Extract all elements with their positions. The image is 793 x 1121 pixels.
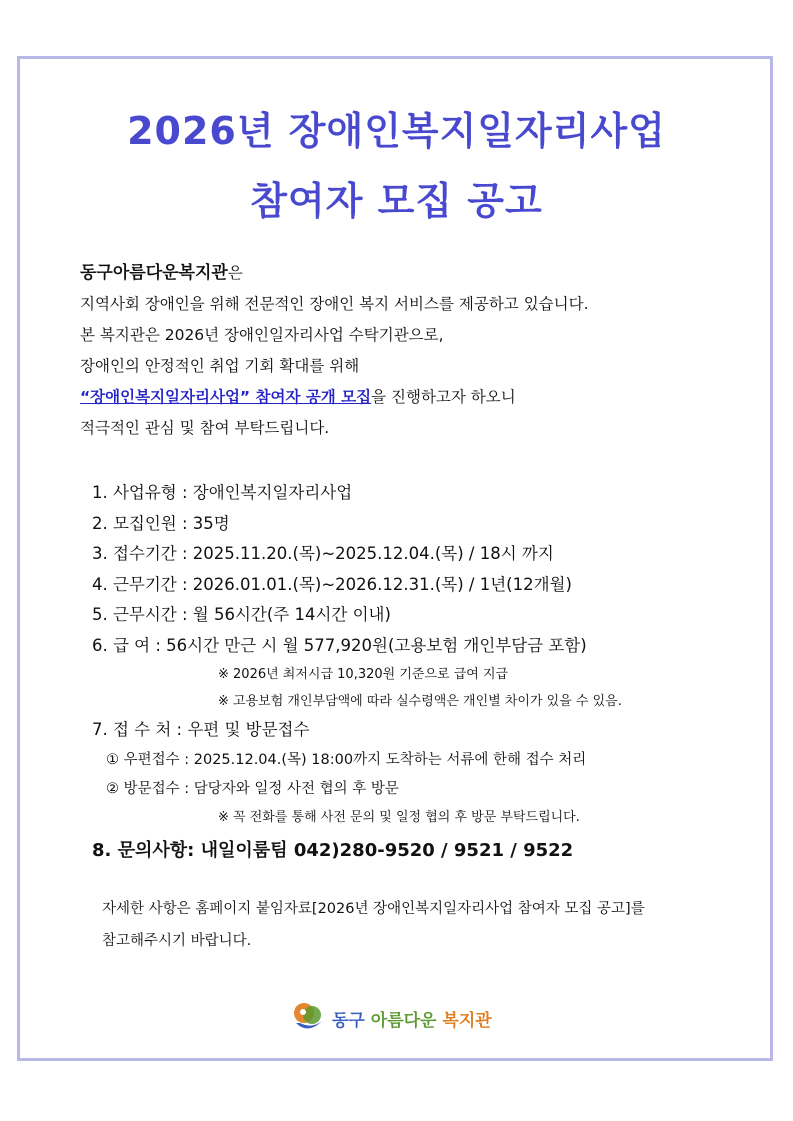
intro-line-6: 적극적인 관심 및 참여 부탁드립니다. bbox=[80, 419, 330, 437]
logo-icon bbox=[290, 1001, 326, 1035]
item-salary: 6. 급 여 : 56시간 만근 시 월 577,920원(고용보험 개인부담금 포함) bbox=[92, 635, 587, 655]
logo-text-bokjigwan: 복지관 bbox=[442, 1010, 492, 1031]
intro-line-2: 지역사회 장애인을 위해 전문적인 장애인 복지 서비스를 제공하고 있습니다. bbox=[80, 295, 589, 313]
item-recruit-count: 2. 모집인원 : 35명 bbox=[92, 513, 230, 533]
salary-note-1: ※ 2026년 최저시급 10,320원 기준으로 급여 지급 bbox=[218, 667, 509, 682]
item-work-hours: 5. 근무시간 : 월 56시간(주 14시간 이내) bbox=[92, 605, 391, 624]
details-list bbox=[92, 478, 622, 871]
visit-note: ※ 꼭 전화를 통해 사전 문의 및 일정 협의 후 방문 부탁드립니다. bbox=[218, 809, 580, 825]
item-work-period: 4. 근무기간 : 2026.01.01.(목)~2026.12.31.(목) / 1년(12개월) bbox=[92, 574, 572, 594]
application-mail: ① 우편접수 : 2025.12.04.(목) 18:00까지 도착하는 서류에 한해 접수 처리 bbox=[106, 751, 587, 768]
intro-line-5 bbox=[80, 382, 589, 413]
intro-line-3: 본 복지관은 2026년 장애인일자리사업 수탁기관으로, bbox=[80, 326, 444, 344]
page-subtitle: 참여자 모집 공고 bbox=[250, 179, 543, 223]
organization-name: 동구아름다운복지관 bbox=[80, 263, 228, 283]
item-contact: 8. 문의사항: 내일이룸팀 042)280-9520 / 9521 / 9522 bbox=[92, 839, 574, 861]
intro-line-5-suffix: 을 진행하고자 하오니 bbox=[371, 388, 516, 406]
intro-paragraph bbox=[80, 258, 589, 444]
footer-line-2: 참고해주시기 바랍니다. bbox=[102, 933, 252, 949]
application-visit: ② 방문접수 : 담당자와 일정 사전 협의 후 방문 bbox=[106, 780, 399, 797]
footer-note bbox=[102, 893, 645, 957]
intro-line-4: 장애인의 안정적인 취업 기회 확대를 위해 bbox=[80, 357, 360, 375]
logo-text-donggu: 동구 bbox=[332, 1010, 365, 1031]
recruitment-link[interactable]: “장애인복지일자리사업” 참여자 공개 모집 bbox=[80, 388, 372, 406]
salary-note-2: ※ 고용보험 개인부담액에 따라 실수령액은 개인별 차이가 있을 수 있음. bbox=[218, 694, 622, 709]
page-title: 2026년 장애인복지일자리사업 bbox=[127, 109, 666, 153]
item-business-type: 1. 사업유형 : 장애인복지일자리사업 bbox=[92, 483, 353, 502]
item-application-period: 3. 접수기간 : 2025.11.20.(목)~2025.12.04.(목) / 18시 까지 bbox=[92, 544, 554, 563]
organization-logo bbox=[290, 998, 510, 1038]
intro-org-suffix: 은 bbox=[227, 264, 243, 282]
logo-text bbox=[332, 1006, 492, 1031]
logo-text-areumdaun: 아름다운 bbox=[370, 1010, 437, 1031]
item-application-place: 7. 접 수 처 : 우편 및 방문접수 bbox=[92, 720, 310, 739]
intro-line-1 bbox=[80, 258, 589, 289]
footer-line-1: 자세한 사항은 홈페이지 붙임자료[2026년 장애인복지일자리사업 참여자 모집 공고]를 bbox=[102, 901, 645, 917]
